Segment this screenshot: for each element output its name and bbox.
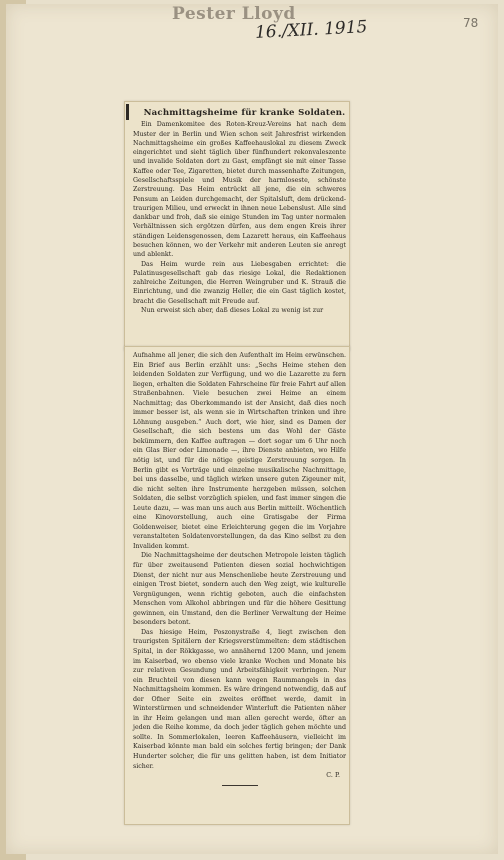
archive-number: 78 <box>463 16 479 30</box>
clipping-part-2 <box>124 346 350 825</box>
article-paragraph: Ein Damenkomitee des Roten-Kreuz-Vereins hat nach dem Muster der in Berlin und Wien schon seit Jahresfrist wirkenden Nachmittagsheime ein großes Kaffeehauslokal zu diesem Zweck eingerichtet und sieht täglich über fünfhundert rekonvaleszente und invalide Soldaten dort zu Gast, empfängt sie mit einer Tasse Kaffee oder Tee, Zigaretten, bietet durch massenhafte Zeitungen, Gesellschaftsspiele und Musik der harmloseste, schönste Zerstreuung. Das Heim entrückt all jene, die ein schweres Pensum an Leiden durchgemacht, der Spitalsluft, dem drückend-traurigen Milieu, und erweckt in ihnen neue Lebenslust. Alle sind dankbar und froh, daß sie einige Stunden im Tag unter normalen Verhältnissen sich ergötzen dürfen, aus dem engen Kreis ihrer ständigen Leidensgenossen, dem Lazarett heraus, ein Kaffeehaus besuchen können, wo der Verkehr mit anderen Leuten sie anregt und ablenkt. <box>133 121 346 259</box>
article-paragraph: Die Nachmittagsheime der deutschen Metropole leisten täglich für über zweitausend Patienten diesen sozial hochwichtigen Dienst, der nicht nur aus Menschenliebe heute Zerstreuung und einigen Trost bietet, sondern auch den Weg zeigt, wie kulturelle Vergnügungen, wenn richtig geboten, auch die einfachsten Menschen vom Alkohol abbringen und für die höhere Gesittung gewinnen, ein Umstand, den die Berliner Verwaltung der Heime besonders betont. <box>133 552 346 627</box>
clipping-part-1 <box>124 101 350 351</box>
newspaper-stamp: Pester Lloyd <box>172 4 296 24</box>
article-paragraph: Nun erweist sich aber, daß dieses Lokal zu wenig ist zur <box>141 306 324 314</box>
article-title: Nachmittagsheime für kranke Soldaten. <box>143 108 346 118</box>
article-paragraph: Aufnahme all jener, die sich den Aufenthalt im Heim erwünschen. Ein Brief aus Berlin erzählt uns: „Sechs Heime stehen den leidenden Soldaten zur Verfügung, und wo die Lazarette zu fern liegen, erhalten die Soldaten Fahrscheine für freie Fahrt auf allen Straßenbahnen. Viele besuchen zwei Heime an einem Nachmittag; das Oberkommando ist der Ansicht, daß dies noch immer besser ist, als wenn sie in Wirtschaften trinken und ihre Löhnung ausgeben.“ Auch dort, wie hier, sind es Damen der Gesellschaft, die sich bestens um das Wohl der Gäste bekümmern, den Kaffee auftragen — dort sogar um 6 Uhr noch ein Glas Bier oder Limonade —, ihre Dienste anbieten, wo Hilfe nötig ist, und für die nötige geistige Zerstreuung sorgen. In Berlin gibt es Vorträge und einzelne musikalische Nachmittage, bei uns dasselbe, und täglich wirken unsere guten Zigeuner mit, die nicht selten ihre Instrumente herzgeben müssen, solchen Soldaten, die selbst vorzüglich spielen, und fast immer singen die Leute dazu, — was man uns auch aus Berlin mitteilt. Wöchentlich eine Kinovorstellung, auch eine Gratisgabe der Firma Goldenweiser, bietet eine Erleichterung gegen die im Vorjahre veranstalteten Soldatenvorstellungen, da das Kino selbst zu den Invaliden kommt. <box>133 352 346 550</box>
handwritten-date: 16./XII. 1915 <box>254 17 368 43</box>
article-paragraph: Das hiesige Heim, Poszonystraße 4, liegt zwischen den traurigsten Spitälern der Kriegsverstümmelten: dem städtischen Spital, in der Rökkgasse, wo annähernd 1200 Mann, und jenem im Kaiserbad, wo ebenso viele kranke Wochen und Monate bis zur relativen Gesundung und Arbeitsfähigkeit verbringen. Nur ein Bruchteil von diesen kann wegen Raummangels in das Nachmittagsheim kommen. Es wäre dringend notwendig, daß auf der Ofner Seite ein zweites eröffnet werde, damit in Winterstürmen und schneidender Winterluft die Patienten näher in ihr Heim gelangen und man allen gerecht werde, öfter an jeden die Reihe komme, da doch jeder täglich gehen möchte und sollte. In Sommerlokalen, leeren Kaffeehäusern, vielleicht im Kaiserbad könnte man bald ein solches fertig bringen; der Dank Hunderter solcher, die für uns gelitten haben, ist dem Initiator sicher. <box>133 628 346 770</box>
title-marker-bar <box>126 104 129 120</box>
end-rule <box>222 785 258 786</box>
author-signature: C. P. <box>326 772 340 780</box>
article-paragraph: Das Heim wurde rein aus Liebesgaben errichtet: die Palatinusgesellschaft gab das riesige Lokal, die Redaktionen zahlreiche Zeitungen, die Herren Weingruber und K. Strauß die Einrichtung, und die zwanzig Heller, die ein Gast täglich kostet, bracht die Gesellschaft mit Freude auf. <box>133 260 346 305</box>
